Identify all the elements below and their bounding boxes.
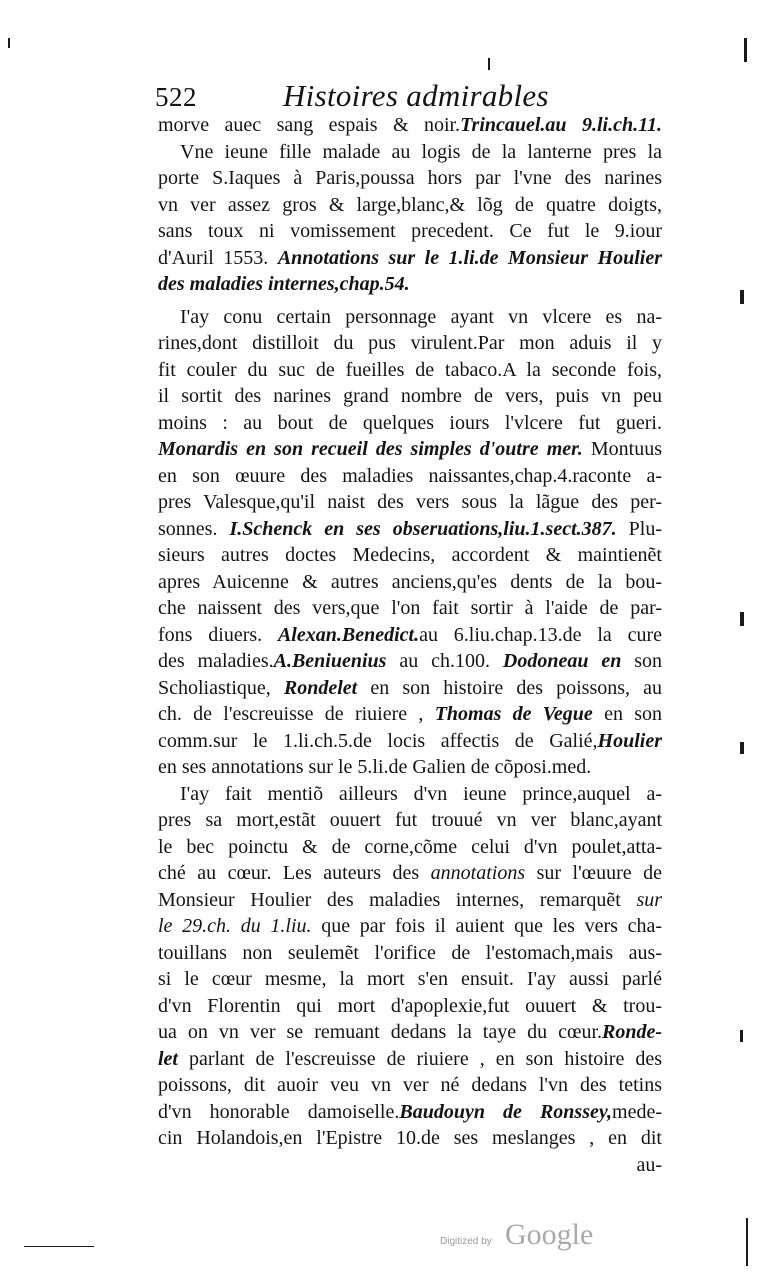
google-watermark xyxy=(440,1218,640,1258)
text-line: ch. de l'escreuisse de riuiere , Thomas de Vegue en son xyxy=(158,703,662,725)
paragraph-start: I'ay fait mentiõ ailleurs d'vn ieune prince,auquel a- xyxy=(180,782,662,805)
text-line: porte S.Iaques à Paris,poussa hors par l'vne des narines xyxy=(158,167,662,189)
scan-mark-right-bottom xyxy=(746,1218,748,1266)
running-title: Histoires admirables xyxy=(283,78,549,113)
scan-mark-right-3 xyxy=(740,612,744,626)
scan-mark-top-left xyxy=(8,38,10,48)
text-line: touillans non seulemẽt l'orifice de l'estomach,mais aus- xyxy=(158,941,662,964)
text-line: d'vn Florentin qui mort d'apoplexie,fut ouuert & trou- xyxy=(158,994,662,1017)
scan-mark-bottom-left xyxy=(24,1246,94,1247)
text-line: comm.sur le 1.li.ch.5.de locis affectis de Galié,Houlier xyxy=(158,729,662,752)
text-line: des maladies internes,chap.54. xyxy=(158,273,410,295)
text-line: ché au cœur. Les auteurs des annotations sur l'œuure de xyxy=(158,862,662,884)
text-line: ua on vn ver se remuant dedans la taye du cœur.Ronde- xyxy=(158,1021,662,1043)
text-line: il sortit des narines grand nombre de vers, puis vn peu xyxy=(158,385,662,407)
text-line: Monsieur Houlier des maladies internes, remarquẽt sur xyxy=(158,888,662,911)
text-line: pres sa mort,estãt ouuert fut trouué vn ver blanc,ayant xyxy=(158,809,662,831)
text-line: d'Auril 1553. Annotations sur le 1.li.de Monsieur Houlier xyxy=(158,246,662,269)
google-logo: Google xyxy=(505,1218,594,1251)
text-line: fit couler du suc de fueilles de tabaco.A la seconde fois, xyxy=(158,358,662,381)
text-line: sans toux ni vomissement precedent. Ce fut le 9.iour xyxy=(158,220,662,242)
text-line: en son œuure des maladies naissantes,chap.4.raconte a- xyxy=(158,464,662,487)
body-text xyxy=(158,112,662,1178)
text-line: rines,dont distilloit du pus virulent.Par mon aduis il y xyxy=(158,332,662,354)
text-line: d'vn honorable damoiselle.Baudouyn de Ronssey,mede- xyxy=(158,1100,662,1123)
text-line: morve auec sang espais & noir.Trincauel.au 9.li.ch.11. xyxy=(158,114,662,136)
text-line: apres Auicenne & autres anciens,qu'es dents de la bou- xyxy=(158,570,662,593)
text-line: pres Valesque,qu'il naist des vers sous la lãgue des per- xyxy=(158,491,662,513)
text-line: poissons, dit auoir veu vn ver né dedans l'vn des tetins xyxy=(158,1074,662,1096)
scan-mark-right-4 xyxy=(740,742,744,754)
text-line: Monardis en son recueil des simples d'outre mer. Montuus xyxy=(158,438,662,460)
text-line: moins : au bout de quelques iours l'vlcere fut gueri. xyxy=(158,411,662,434)
catchword: au- xyxy=(636,1153,662,1176)
scan-mark-right-5 xyxy=(740,1030,743,1042)
scan-mark-top-center xyxy=(488,58,490,70)
scan-mark-right-2 xyxy=(740,290,744,304)
text-line: sonnes. I.Schenck en ses obseruations,liu.1.sect.387. Plu- xyxy=(158,517,662,540)
text-line: che naissent des vers,que l'on fait sortir à l'aide de par- xyxy=(158,597,662,619)
text-line: des maladies.A.Beniuenius au ch.100. Dodoneau en son xyxy=(158,650,662,672)
text-line: si le cœur mesme, la mort s'en ensuit. I'ay aussi parlé xyxy=(158,968,662,990)
text-line: le 29.ch. du 1.liu. que par fois il auient que les vers cha- xyxy=(158,915,662,937)
paragraph-start: I'ay conu certain personnage ayant vn vlcere es na- xyxy=(180,305,662,328)
text-line: Scholiastique, Rondelet en son histoire des poissons, au xyxy=(158,676,662,699)
paragraph-start: Vne ieune fille malade au logis de la lanterne pres la xyxy=(180,140,662,163)
digitized-by-label: Digitized by xyxy=(440,1236,492,1247)
text-line: sieurs autres doctes Medecins, accordent & maintienẽt xyxy=(158,544,662,566)
text-line: fons diuers. Alexan.Benedict.au 6.liu.chap.13.de la cure xyxy=(158,623,662,646)
text-line: le bec poinctu & de corne,cõme celui d'vn poulet,atta- xyxy=(158,835,662,858)
text-line: cin Holandois,en l'Epistre 10.de ses meslanges , en dit xyxy=(158,1127,662,1149)
scan-mark-right-1 xyxy=(744,38,747,62)
text-line: en ses annotations sur le 5.li.de Galien de cõposi.med. xyxy=(158,756,592,778)
page-number: 522 xyxy=(155,82,197,112)
text-line: let parlant de l'escreuisse de riuiere , en son histoire des xyxy=(158,1047,662,1070)
text-line: vn ver assez gros & large,blanc,& lõg de quatre doigts, xyxy=(158,193,662,216)
